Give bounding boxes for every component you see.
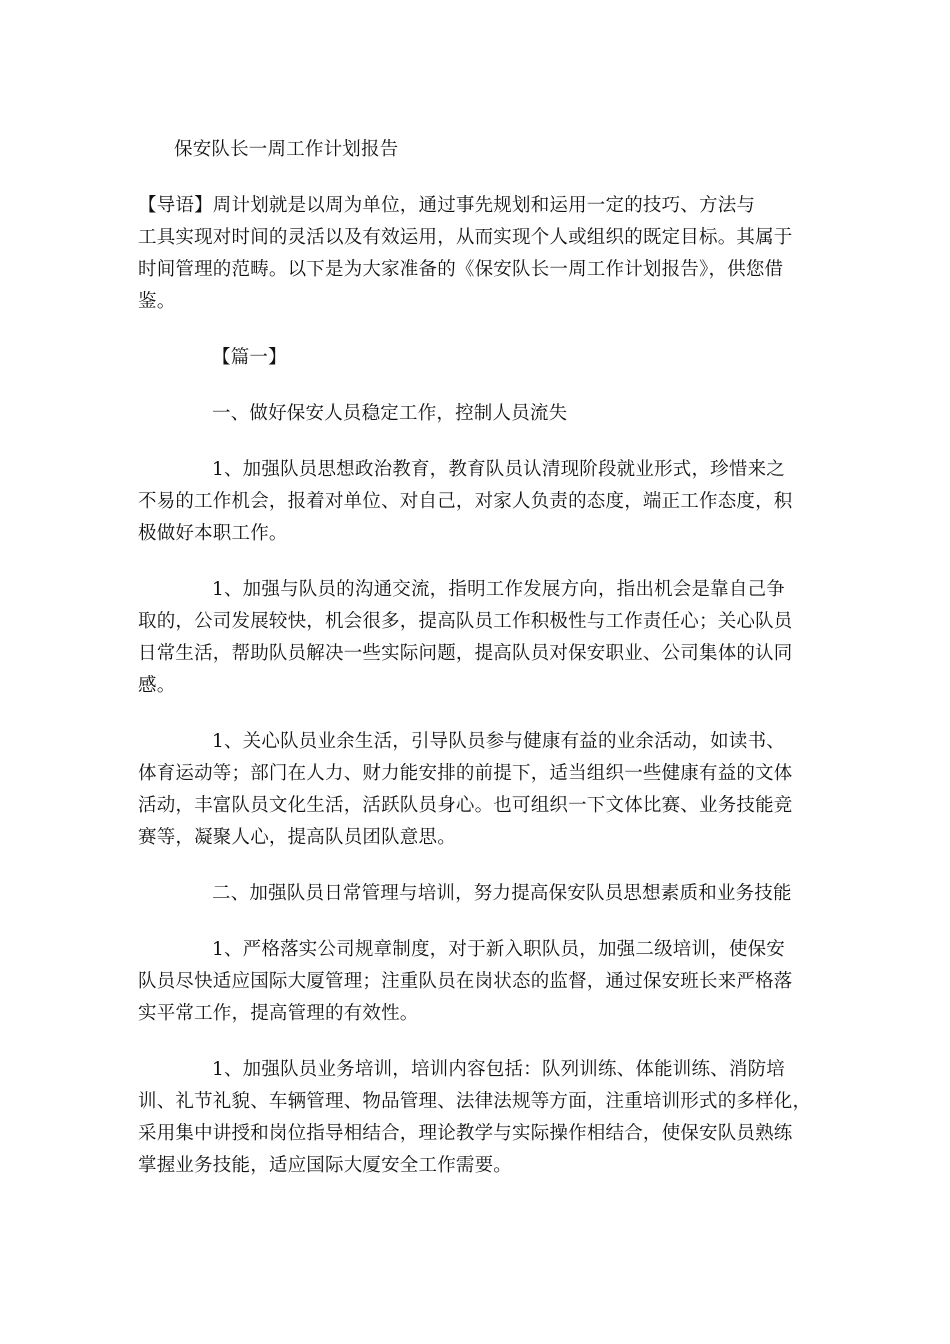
paragraph-line: 采用集中讲授和岗位指导相结合，理论教学与实际操作相结合，使保安队员熟练 [138, 1123, 793, 1144]
paragraph-line: 1、关心队员业余生活，引导队员参与健康有益的业余活动，如读书、 [212, 731, 785, 752]
paragraph-line: 1、加强队员业务培训，培训内容包括：队列训练、体能训练、消防培 [212, 1059, 785, 1080]
section-heading-2: 二、加强队员日常管理与培训，努力提高保安队员思想素质和业务技能 [212, 883, 792, 904]
intro-line: 工具实现对时间的灵活以及有效运用，从而实现个人或组织的既定目标。其属于 [138, 227, 793, 248]
paragraph-line: 队员尽快适应国际大厦管理；注重队员在岗状态的监督，通过保安班长来严格落 [138, 971, 793, 992]
paragraph-line: 不易的工作机会，报着对单位、对自己，对家人负责的态度，端正工作态度，积 [138, 491, 793, 512]
paragraph-line: 1、加强与队员的沟通交流，指明工作发展方向，指出机会是靠自己争 [212, 579, 785, 600]
section-heading-1: 一、做好保安人员稳定工作，控制人员流失 [212, 403, 568, 424]
paragraph-line: 感。 [138, 675, 176, 696]
paragraph-line: 日常生活，帮助队员解决一些实际问题，提高队员对保安职业、公司集体的认同 [138, 643, 793, 664]
intro-line: 时间管理的范畴。以下是为大家准备的《保安队长一周工作计划报告》，供您借 [138, 259, 784, 280]
paragraph-line: 1、严格落实公司规章制度，对于新入职队员，加强二级培训，使保安 [212, 939, 785, 960]
paragraph-line: 1、加强队员思想政治教育，教育队员认清现阶段就业形式，珍惜来之 [212, 459, 785, 480]
paragraph-line: 取的，公司发展较快，机会很多，提高队员工作积极性与工作责任心；关心队员 [138, 611, 793, 632]
paragraph-line: 训、礼节礼貌、车辆管理、物品管理、法律法规等方面，注重培训形式的多样化， [138, 1091, 812, 1112]
paragraph-line: 掌握业务技能，适应国际大厦安全工作需要。 [138, 1155, 513, 1176]
part-label: 【篇一】 [212, 347, 287, 368]
document-title: 保安队长一周工作计划报告 [174, 139, 399, 160]
paragraph-line: 实平常工作，提高管理的有效性。 [138, 1003, 419, 1024]
paragraph-line: 活动，丰富队员文化生活，活跃队员身心。也可组织一下文体比赛、业务技能竞 [138, 795, 793, 816]
paragraph-line: 极做好本职工作。 [138, 523, 288, 544]
paragraph-line: 赛等，凝聚人心，提高队员团队意思。 [138, 827, 456, 848]
intro-line: 鉴。 [138, 291, 176, 312]
paragraph-line: 体育运动等；部门在人力、财力能安排的前提下，适当组织一些健康有益的文体 [138, 763, 793, 784]
intro-line: 【导语】周计划就是以周为单位，通过事先规划和运用一定的技巧、方法与 [138, 195, 756, 216]
